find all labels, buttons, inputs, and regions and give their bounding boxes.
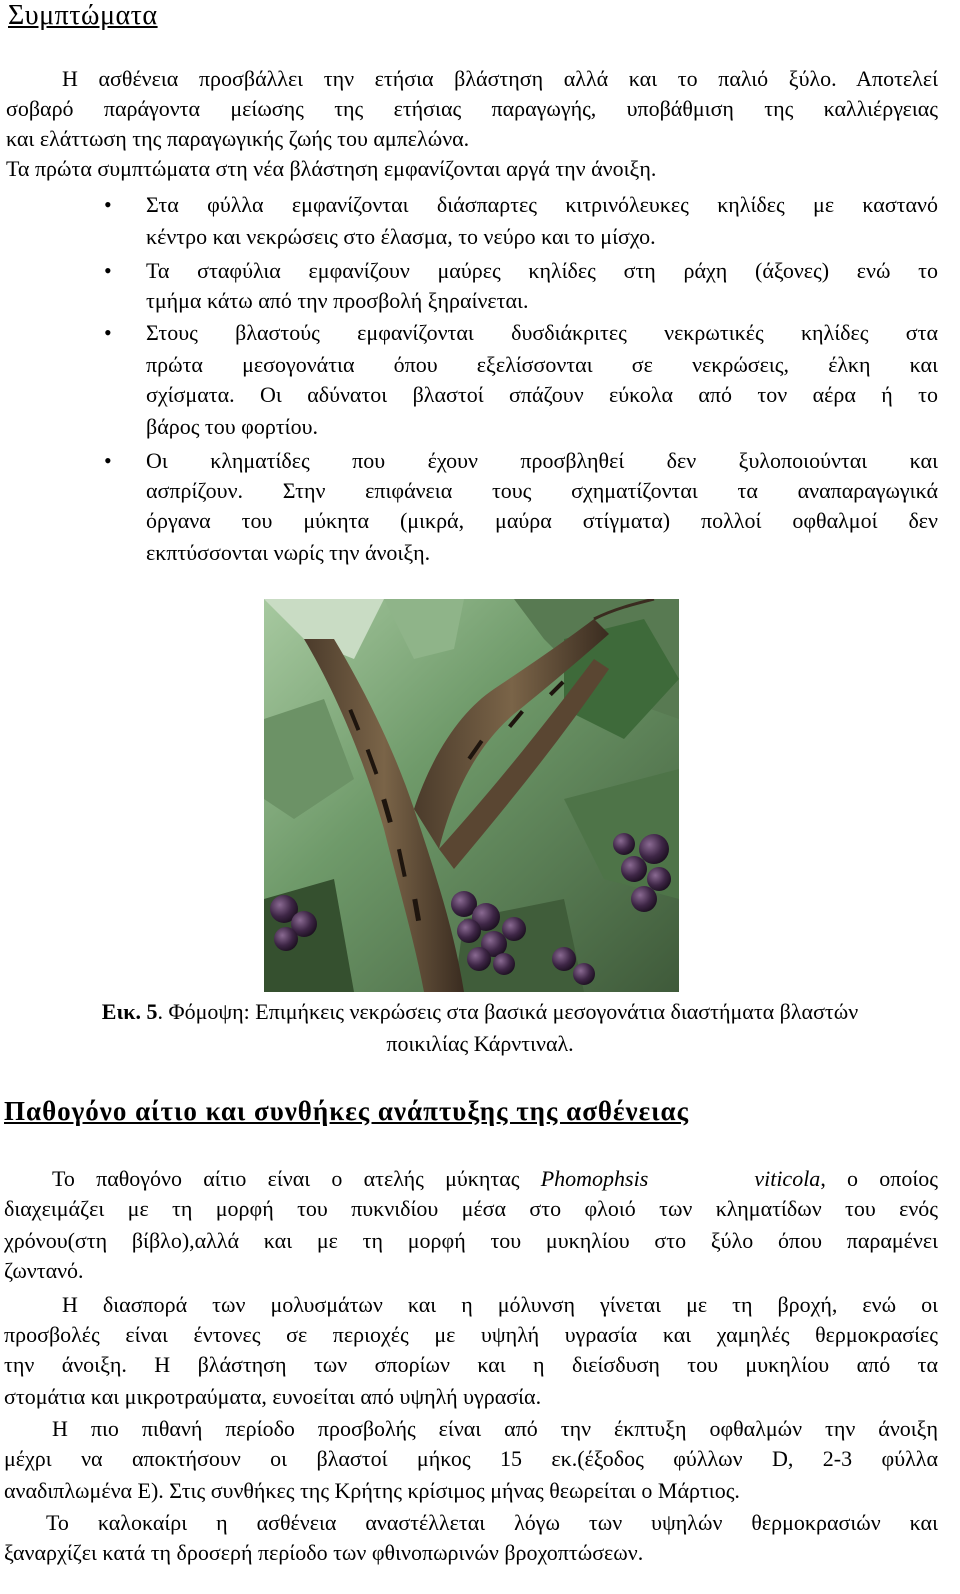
p2-line-3: την άνοιξη. Η βλάστηση των σπορίων και η διείσδυση του μυκηλίου από τα xyxy=(4,1352,938,1377)
p1-line-2: διαχειμάζει με τη μορφή του πυκνιδίου μέσα στο φλοιό των κληματίδων του ενός xyxy=(4,1196,938,1221)
intro-line-2: σοβαρό παράγοντα μείωσης της ετήσιας παραγωγής, υποβάθμιση της καλλιέργειας xyxy=(6,96,938,121)
bullet-3-line-2: πρώτα μεσογονάτια όπου εξελίσσονται σε νεκρώσεις, έλκη και xyxy=(146,352,938,377)
bullet-4-line-2: ασπρίζουν. Στην επιφάνεια τους σχηματίζονται τα αναπαραγωγικά xyxy=(146,478,938,503)
p3-line-1: Η πιο πιθανή περίοδο προσβολής είναι από την έκπτυξη οφθαλμών την άνοιξη xyxy=(52,1416,938,1441)
p1-line-4: ζωντανό. xyxy=(4,1258,84,1283)
p3-line-3: αναδιπλωμένα E). Στις συνθήκες της Κρήτης κρίσιμος μήνας θεωρείται ο Μάρτιος. xyxy=(4,1478,740,1503)
figure-caption-text: . Φόμοψη: Επιμήκεις νεκρώσεις στα βασικά μεσογονάτια διαστήματα βλαστών xyxy=(157,999,859,1024)
figure-label: Εικ. 5 xyxy=(101,999,158,1024)
pathogen-genus: Phomophsis xyxy=(540,1166,649,1191)
bullet-1-line-1: Στα φύλλα εμφανίζονται διάσπαρτες κιτρινόλευκες κηλίδες με καστανό xyxy=(146,192,938,217)
p1-line-1: Το παθογόνο αίτιο είναι ο ατελής μύκητας Phomophsis viticola, ο οποίος xyxy=(52,1166,938,1191)
intro-line-1: Η ασθένεια προσβάλλει την ετήσια βλάστηση αλλά και το παλιό ξύλο. Αποτελεί xyxy=(62,66,938,91)
bullet-4-line-1: Οι κληματίδες που έχουν προσβληθεί δεν ξυλοποιούνται και xyxy=(146,448,938,473)
bullet-3-line-3: σχίσματα. Οι αδύνατοι βλαστοί σπάζουν εύκολα από τον αέρα ή το xyxy=(146,382,938,407)
figure-caption-line-2: ποικιλίας Κάρντιναλ. xyxy=(386,1031,574,1056)
bullet-1-line-2: κέντρο και νεκρώσεις στο έλασμα, το νεύρο και το μίσχο. xyxy=(146,224,656,249)
p3-line-2: μέχρι να αποκτήσουν οι βλαστοί μήκος 15 εκ.(έξοδος φύλλων D, 2-3 φύλλα xyxy=(4,1446,938,1471)
p2-line-1: Η διασπορά των μολυσμάτων και η μόλυνση γίνεται με τη βροχή, ενώ οι xyxy=(62,1292,938,1317)
bullet-4-line-3: όργανα του μύκητα (μικρά, μαύρα στίγματα) πολλοί οφθαλμοί δεν xyxy=(146,508,938,533)
p2-line-2: προσβολές είναι έντονες σε περιοχές με υψηλή υγρασία και χαμηλές θερμοκρασίες xyxy=(4,1322,938,1347)
bullet-3-line-4: βάρος του φορτίου. xyxy=(146,414,318,439)
bullet-icon: • xyxy=(104,192,112,217)
p4-line-2: ξαναρχίζει κατά τη δροσερή περίοδο των φθινοπωρινών βροχοπτώσεων. xyxy=(4,1540,644,1565)
p1-line-3: χρόνου(στη βίβλο),αλλά και με τη μορφή του μυκηλίου στο ξύλο όπου παραμένει xyxy=(4,1228,938,1253)
bullet-2-line-2: τμήμα κάτω από την προσβολή ξηραίνεται. xyxy=(146,288,529,313)
bullet-2-line-1: Τα σταφύλια εμφανίζουν μαύρες κηλίδες στη ράχη (άξονες) ενώ το xyxy=(146,258,938,283)
pathogen-species: viticola xyxy=(754,1166,821,1191)
vine-shoot-photo xyxy=(264,599,679,992)
intro-line-4: Τα πρώτα συμπτώματα στη νέα βλάστηση εμφανίζονται αργά την άνοιξη. xyxy=(6,156,657,181)
figure-caption-line-1 xyxy=(0,997,960,1027)
section-title-pathogen: Παθογόνο αίτιο και συνθήκες ανάπτυξης της ασθένειας xyxy=(4,1096,689,1126)
section-title-symptoms: Συμπτώματα xyxy=(8,0,158,31)
intro-line-3: και ελάττωση της παραγωγικής ζωής του αμπελώνα. xyxy=(6,126,470,151)
bullet-3-line-1: Στους βλαστούς εμφανίζονται δυσδιάκριτες νεκρωτικές κηλίδες στα xyxy=(146,320,938,345)
p2-line-4: στομάτια και μικροτραύματα, ευνοείται από υψηλή υγρασία. xyxy=(4,1384,542,1409)
p4-line-1: Το καλοκαίρι η ασθένεια αναστέλλεται λόγω των υψηλών θερμοκρασιών και xyxy=(46,1510,938,1535)
bullet-icon: • xyxy=(104,320,112,345)
bullet-icon: • xyxy=(104,448,112,473)
bullet-icon: • xyxy=(104,258,112,283)
bullet-4-line-4: εκπτύσσονται νωρίς την άνοιξη. xyxy=(146,540,431,565)
